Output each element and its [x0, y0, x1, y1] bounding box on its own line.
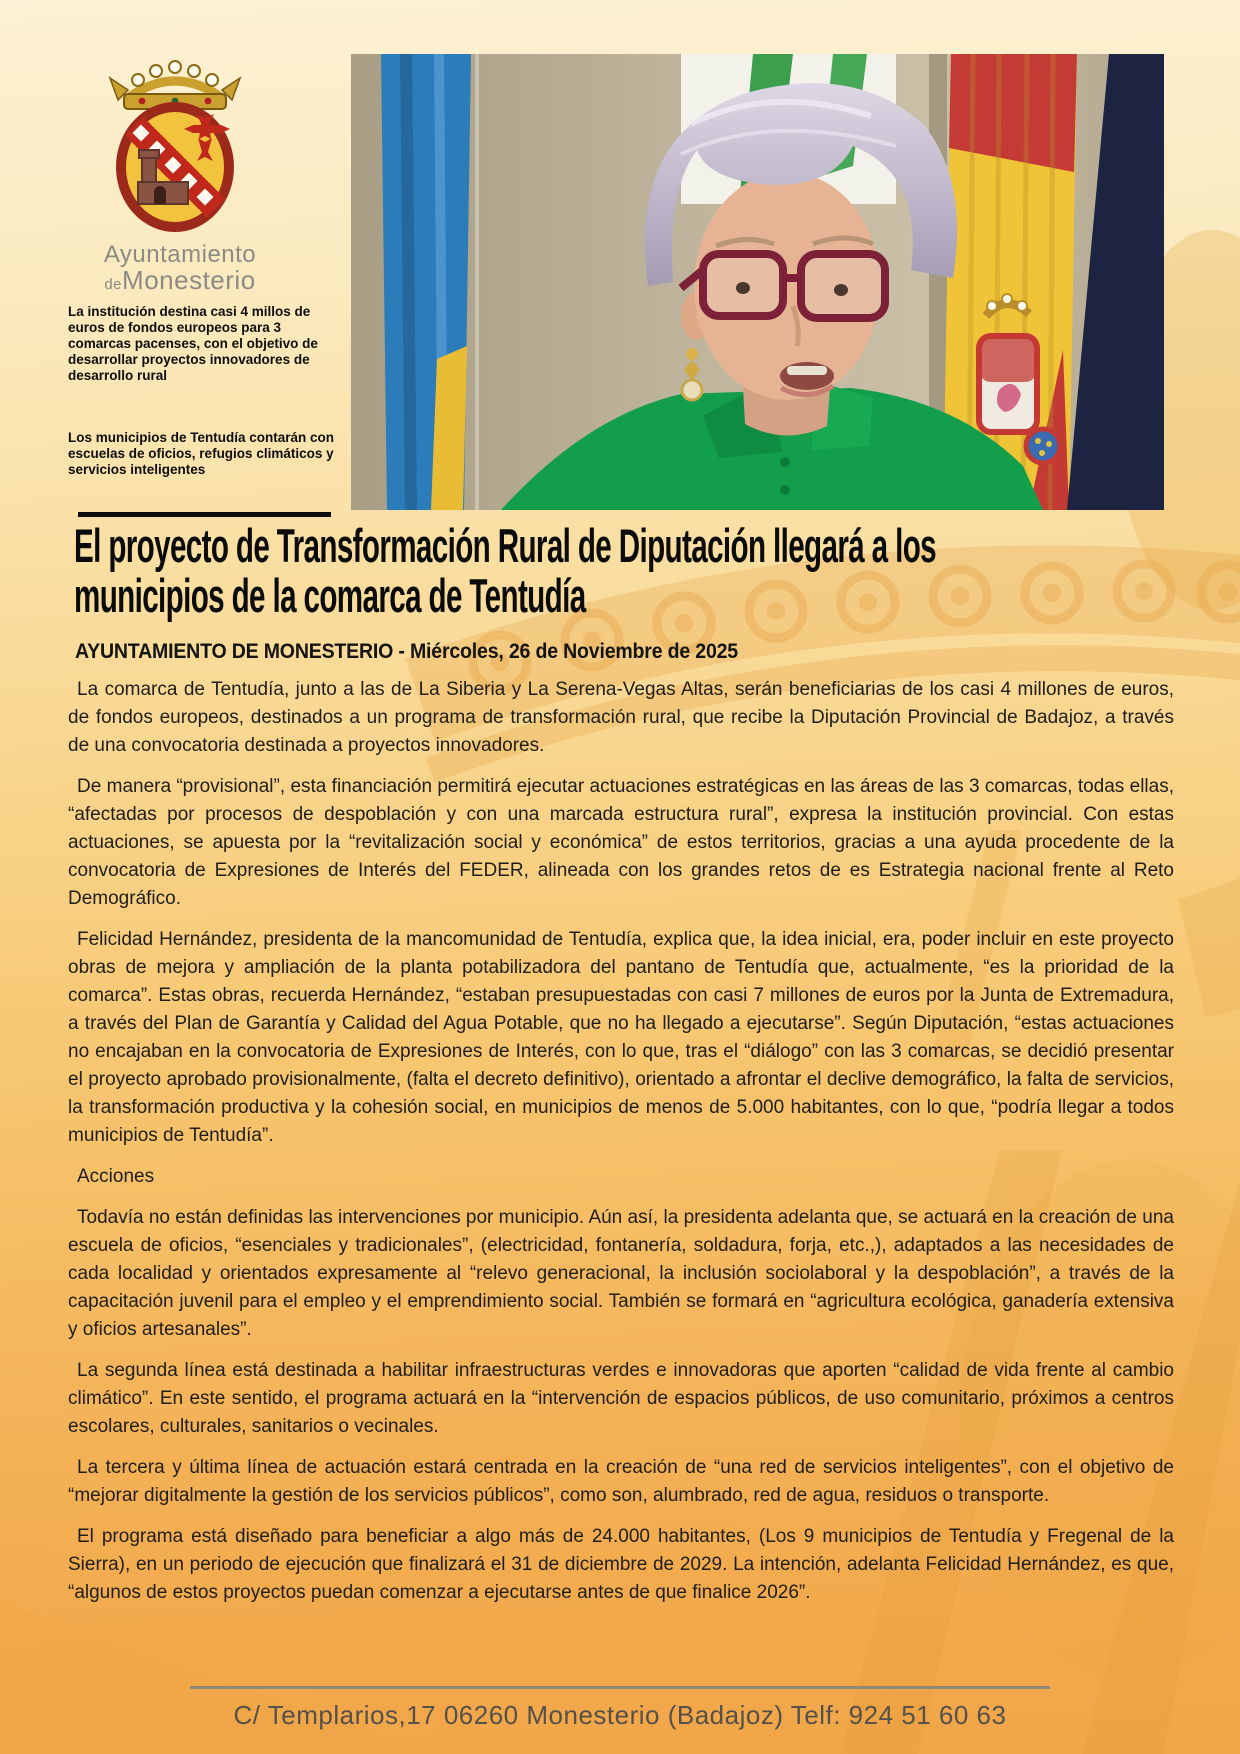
photo-illustration — [351, 54, 1164, 510]
article-paragraphs-after — [68, 1204, 1174, 1607]
footer-divider — [190, 1686, 1050, 1689]
headline-line-2: municipios de la comarca de Tentudía — [74, 569, 586, 622]
shield-icon — [121, 107, 230, 227]
blue-flag — [381, 54, 471, 510]
sidebar-summary — [68, 304, 340, 478]
article-paragraph: Felicidad Hernández, presidenta de la mancomunidad de Tentudía, explica que, la idea inicial, era, poder incluir en este proyecto obras de mejora y ampliación de la planta potabilizadora del pantano de Tentudía que, actualmente, “es la prioridad de la comarca”. Estas obras, recuerda Hernández, “estaban presupuestadas con casi 7 millones de euros por la Junta de Extremadura, a través del Plan de Garantía y Calidad del Agua Potable, que no ha llegado a ejecutarse”. Según Diputación, “estas actuaciones no encajaban en la convocatoria de Expresiones de Interés, con lo que, tras el “diálogo” con las 3 comarcas, se decidió presentar el proyecto aprobado provisionalmente, (falta el decreto definitivo), orientado a afrontar el declive demográfico, la falta de servicios, la transformación productiva y la cohesión social, en municipios de menos de 5.000 habitantes, con lo que, “podría llegar a todos municipios de Tentudía”. — [68, 929, 1174, 1146]
article-paragraph: La segunda línea está destinada a habilitar infraestructuras verdes e innovadoras que aporten “calidad de vida frente al cambio climático”. En este sentido, el programa actuará en la “intervención de espacios públicos, de uso comunitario, próximos a centros escolares, culturales, sanitarios o vecinales. — [68, 1360, 1174, 1437]
maroon-glasses — [681, 254, 885, 318]
logo-line2-name: Monesterio — [122, 265, 256, 295]
article-paragraph: La comarca de Tentudía, junto a las de La Siberia y La Serena-Vegas Altas, serán beneficiarias de los casi 4 millones de euros, de fondos europeos, destinados a un programa de transformación rural, que recibe la Diputación Provincial de Badajoz, a través de una convocatoria destinada a proyectos innovadores. — [68, 679, 1174, 756]
section-heading-acciones: Acciones — [77, 1166, 155, 1187]
monesterio-coat-of-arms-icon — [90, 52, 260, 234]
eye-left — [736, 282, 750, 294]
article-paragraphs-before — [68, 676, 1174, 1150]
mouth — [780, 362, 834, 395]
page-footer — [190, 1686, 1050, 1731]
headline-line-1: El proyecto de Transformación Rural de Diputación llegará a los — [74, 519, 937, 572]
crown-icon — [110, 61, 240, 109]
article-paragraph: Todavía no están definidas las intervenciones por municipio. Aún así, la presidenta adelanta que, se actuará en la creación de una escuela de oficios, “esenciales y tradicionales”, (electricidad, fontanería, soldadura, forja, etc.,), adaptados a las necesidades de cada localidad y orientados expresamente al “relevo generacional, la inclusión sociolaboral y la despoblación”, a través de la capacitación juvenil para el empleo y el emprendimiento social. También se formará en “agricultura ecológica, ganadería extensiva y oficios artesanales”. — [68, 1207, 1174, 1340]
article-dateline: AYUNTAMIENTO DE MONESTERIO - Miércoles, 26 de Noviembre de 2025 — [75, 640, 738, 663]
town-hall-logo — [90, 52, 270, 293]
sidebar-paragraph-1: La institución destina casi 4 millos de euros de fondos europeos para 3 comarcas pacenses, con el objetivo de desarrollar proyectos innovadores de desarrollo rural — [68, 304, 318, 383]
logo-text — [90, 243, 270, 293]
article-headline — [74, 521, 936, 621]
footer-address: C/ Templarios,17 06260 Monesterio (Badajoz) Telf: 924 51 60 63 — [233, 1700, 1007, 1730]
logo-line2 — [90, 267, 270, 293]
logo-line2-prefix: de — [104, 276, 123, 293]
article-paragraph: La tercera y última línea de actuación estará centrada en la creación de “una red de servicios inteligentes”, con el objetivo de “mejorar digitalmente la gestión de los servicios públicos”, como son, alumbrado, red de agua, residuos o transporte. — [68, 1457, 1174, 1506]
eye-right — [834, 284, 848, 296]
article-paragraph: De manera “provisional”, esta financiación permitirá ejecutar actuaciones estratégicas en las áreas de las 3 comarcas, todas ellas, “afectadas por procesos de despoblación y con una marcada estructura rural”, expresa la institución provincial. Con estas actuaciones, se apuesta por la “revitalización social y económica” de estos territorios, gracias a una ayuda procedente de la convocatoria de Expresiones de Interés del FEDER, alineada con los grandes retos de es Estrategia nacional frente al Reto Demográfico. — [68, 776, 1174, 909]
article-body — [68, 676, 1174, 1620]
flag-pole — [475, 54, 479, 510]
logo-line1: Ayuntamiento — [103, 241, 257, 268]
sidebar-paragraph-2: Los municipios de Tentudía contarán con escuelas de oficios, refugios climáticos y servicios inteligentes — [68, 430, 335, 477]
headline-divider — [78, 512, 331, 517]
article-paragraph: El programa está diseñado para beneficiar a algo más de 24.000 habitantes, (Los 9 municipios de Tentudía y Fregenal de la Sierra), en un periodo de ejecución que finalizará el 31 de diciembre de 2029. La intención, adelanta Felicidad Hernández, es que, “algunos de estos proyectos puedan comenzar a ejecutarse antes de que finalice 2026”. — [68, 1526, 1174, 1603]
photo — [351, 54, 1164, 510]
